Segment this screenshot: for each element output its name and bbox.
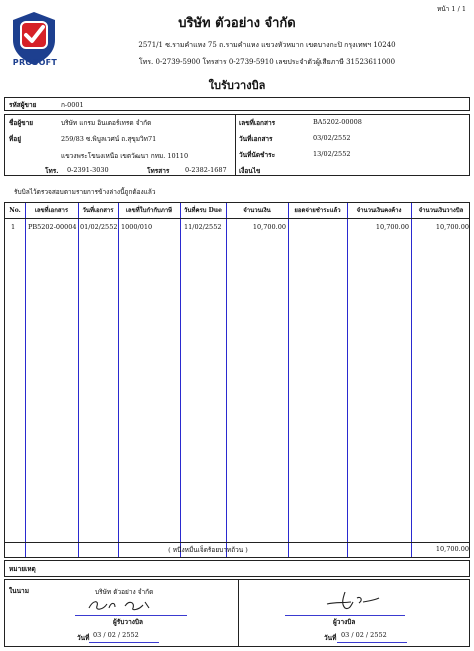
receiver-role: ผู้รับวางบิล — [113, 618, 144, 626]
signature-box — [4, 579, 470, 647]
col-header-billing: จำนวนเงินวางบิล — [418, 207, 464, 214]
doc-date-label: วันที่เอกสาร — [239, 135, 273, 143]
vendor-address-line2: แขวงพระโขนงเหนือ เขตวัฒนา กทม. 10110 — [61, 152, 189, 160]
doc-no-label: เลขที่เอกสาร — [239, 119, 276, 127]
col-header-no: No. — [9, 207, 21, 214]
document-title: ใบรับวางบิล — [208, 79, 266, 92]
received-note: รับบิลไว้ตรวจสอบตามรายการข้างล่างนี้ถูกต้องแล้ว — [14, 188, 156, 196]
col-header-due-date: วันที่ครบ Due — [184, 207, 222, 214]
pay-date-label: วันที่นัดชำระ — [239, 151, 276, 159]
remark-label: หมายเหตุ — [9, 565, 36, 573]
vendor-tel-label: โทร. — [45, 167, 59, 175]
col-header-paid: ยอดจ่ายชำระแล้ว — [294, 207, 341, 214]
page-number: หน้า 1 / 1 — [436, 5, 466, 13]
total-in-words: ( หนึ่งหมื่นเจ็ดร้อยบาทถ้วน ) — [168, 546, 248, 554]
row-no: 1 — [11, 223, 16, 231]
col-header-tax-invoice: เลขที่ใบกำกับภาษี — [125, 207, 173, 214]
row-amount: 10,700.00 — [252, 223, 286, 231]
total-amount: 10,700.00 — [435, 545, 469, 553]
row-outstanding: 10,700.00 — [375, 223, 409, 231]
vendor-tel: 0-2391-3030 — [67, 166, 109, 174]
row-due-date: 11/02/2552 — [184, 223, 222, 231]
on-behalf-label: ในนาม — [9, 587, 29, 595]
vendor-fax: 0-2382-1687 — [185, 166, 227, 174]
logo-text: PROSOFT — [12, 58, 58, 67]
vendor-address-label: ที่อยู่ — [9, 135, 21, 143]
company-name: บริษัท ตัวอย่าง จำกัด — [178, 16, 296, 31]
biller-date-label: วันที่ — [324, 634, 337, 642]
row-doc-no: PB5202-00004 — [28, 223, 77, 231]
doc-date: 03/02/2552 — [313, 134, 351, 142]
vendor-code-value: ก-0001 — [61, 101, 84, 109]
row-doc-date: 01/02/2552 — [80, 223, 118, 231]
vendor-code-label: รหัสผู้ขาย — [9, 101, 37, 109]
items-table — [4, 202, 470, 558]
row-billing: 10,700.00 — [435, 223, 469, 231]
receiver-date: 03 / 02 / 2552 — [93, 631, 139, 639]
biller-date: 03 / 02 / 2552 — [341, 631, 387, 639]
col-header-outstanding: จำนวนเงินคงค้าง — [356, 207, 402, 214]
vendor-name-label: ชื่อผู้ขาย — [9, 119, 34, 127]
biller-signature-icon — [323, 588, 383, 612]
col-header-doc-no: เลขที่เอกสาร — [34, 207, 69, 214]
company-address: 2571/1 ซ.รามคำแหง 75 ถ.รามคำแหง แขวงหัวหมาก เขตบางกะปิ กรุงเทพฯ 10240 — [138, 41, 396, 49]
pay-date: 13/02/2552 — [313, 150, 351, 158]
vendor-address-line1: 259/83 ซ.พิบูลเวศน์ ถ.สุขุมวิท71 — [61, 135, 157, 143]
doc-no: BA5202-00008 — [313, 118, 362, 126]
remark-box — [4, 560, 470, 577]
vendor-fax-label: โทรสาร — [147, 167, 170, 175]
vendor-name: บริษัท แกรม อินเตอร์เทรด จำกัด — [61, 119, 152, 127]
receiver-signature-icon — [85, 596, 155, 614]
biller-role: ผู้วางบิล — [333, 618, 356, 626]
vendor-code-box — [4, 97, 470, 111]
col-header-doc-date: วันที่เอกสาร — [82, 207, 114, 214]
receiver-date-label: วันที่ — [77, 634, 90, 642]
row-tax-invoice: 1000/010 — [121, 223, 153, 231]
company-contact: โทร. 0-2739-5900 โทรสาร 0-2739-5910 เลขประจำตัวผู้เสียภาษี 31523611000 — [138, 58, 396, 66]
col-header-amount: จำนวนเงิน — [243, 207, 271, 214]
condition-label: เงื่อนไข — [239, 167, 261, 175]
vendor-info-box — [4, 114, 470, 176]
receiver-company: บริษัท ตัวอย่าง จำกัด — [95, 588, 154, 596]
